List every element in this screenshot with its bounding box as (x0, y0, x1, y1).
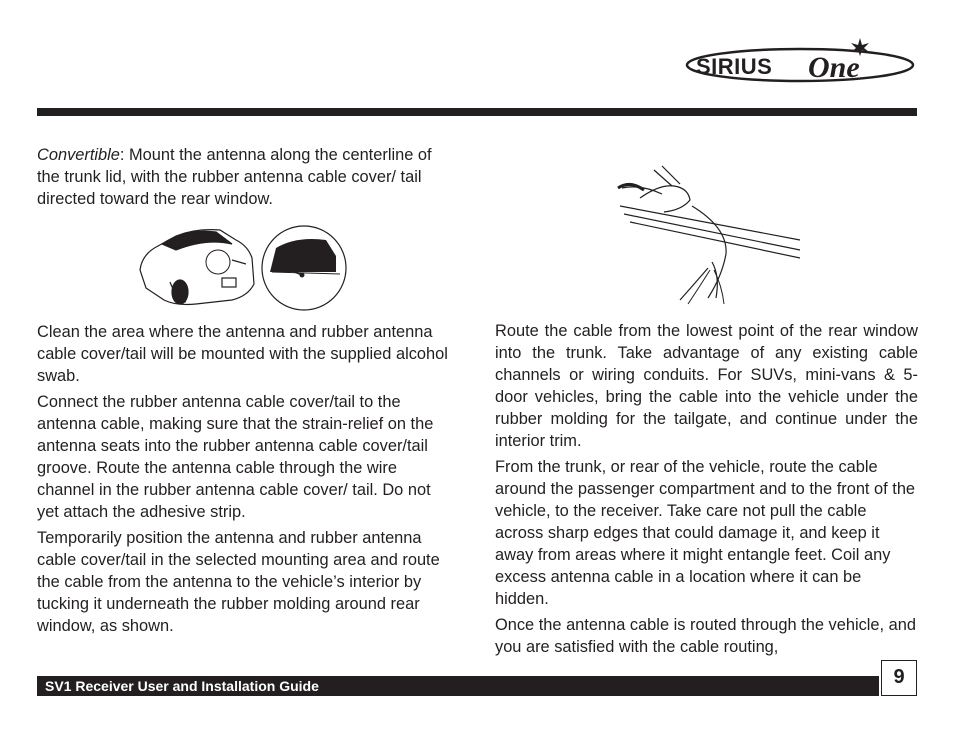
left-intro (37, 144, 457, 214)
clean-paragraph: Clean the area where the antenna and rubber antenna cable cover/tail will be mounted with the supplied alcohol swab. (37, 323, 448, 385)
convertible-car-illustration (136, 222, 352, 314)
cable-routing-illustration (600, 158, 806, 306)
convertible-paragraph: Convertible: Mount the antenna along the centerline of the trunk lid, with the rubber antenna cable cover/ tail directed toward the rear window. (37, 146, 432, 208)
left-body (37, 321, 457, 641)
svg-text:One: One (808, 51, 860, 84)
svg-text:SIRIUS: SIRIUS (696, 54, 773, 79)
position-paragraph: Temporarily position the antenna and rubber antenna cable cover/tail in the selected mounting area and route the cable from the antenna to the vehicle’s interior by tucking it underneath the rubber molding around rear window, as shown. (37, 529, 440, 635)
once-paragraph: Once the antenna cable is routed through the vehicle, and you are satisfied with the cable routing, (495, 616, 916, 656)
trunk-paragraph: From the trunk, or rear of the vehicle, route the cable around the passenger compartment and to the front of the vehicle, to the receiver. Take care not pull the cable across sharp edges that could damage it, and keep it away from areas where it might entangle feet. Coil any excess antenna cable in a location where it can be hidden. (495, 458, 916, 608)
header-rule (37, 108, 917, 116)
footer-bar (37, 676, 879, 696)
route-paragraph: Route the cable from the lowest point of the rear window into the trunk. Take advantage of any existing cable channels or wiring conduits. For SUVs, mini-vans & 5-door vehicles, bring the cable into the vehicle under the rubber molding for the tailgate, and continue under the interior trim. (495, 322, 918, 450)
guide-title: SV1 Receiver User and Installation Guide (45, 678, 319, 694)
siriusone-logo (684, 36, 920, 84)
connect-paragraph: Connect the rubber antenna cable cover/tail to the antenna cable, making sure that the strain-relief on the antenna seats into the rubber antenna cable cover/tail groove. Route the antenna cable through the wire channel in the rubber antenna cable cover/ tail. Do not yet attach the adhesive strip. (37, 393, 434, 521)
page-number: 9 (881, 660, 917, 696)
right-body (495, 320, 918, 662)
